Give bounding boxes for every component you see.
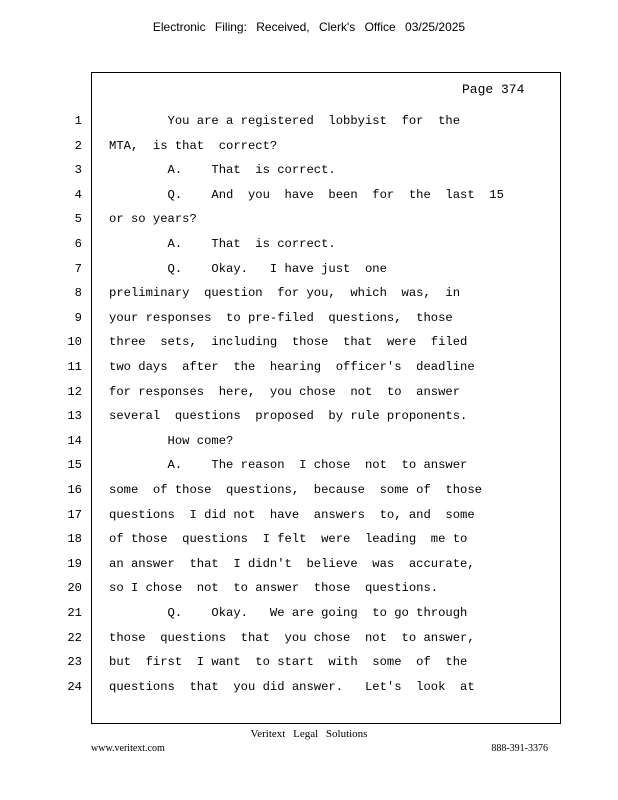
line-text: preliminary question for you, which was, in [109,286,461,301]
line-number: 12 [67,384,82,399]
line-number: 21 [67,606,82,620]
line-number: 5 [74,212,82,227]
line-text: some of those questions, because some of those [109,483,482,497]
line-text: so I chose not to answer those questions. [109,581,439,596]
transcript-line [0,677,618,697]
line-number: 14 [67,433,82,448]
line-text: for responses here, you chose not to answer [109,384,461,399]
line-text: an answer that I didn't believe was accurate, [109,556,475,571]
line-text: Q. Okay. I have just one [109,261,387,276]
line-text: three sets, including those that were filed [109,335,468,350]
line-text: How come? [109,433,234,448]
line-text: Q. And you have been for the last 15 [109,187,504,202]
transcript-line [0,628,618,648]
footer-phone: 888-391-3376 [491,743,548,754]
line-text: A. That is correct. [109,163,336,178]
line-number: 11 [67,360,82,374]
line-text: several questions proposed by rule proponents. [109,409,468,424]
transcript-line [0,160,618,180]
line-number: 9 [74,310,82,325]
transcript-line [0,505,618,525]
filing-stamp-header: Electronic Filing: Received, Clerk's Office 03/25/2025 [152,20,466,34]
footer-website: www.veritext.com [91,743,165,754]
line-number: 22 [67,630,82,645]
line-number: 16 [67,483,82,497]
line-text: those questions that you chose not to answer, [109,630,475,645]
transcript-line [0,652,618,672]
transcript-line [0,603,618,623]
transcript-line [0,308,618,328]
line-number: 7 [74,261,82,276]
transcript-line [0,578,618,598]
line-number: 17 [67,507,82,522]
line-text: A. The reason I chose not to answer [109,458,468,473]
transcript-line [0,431,618,451]
line-number: 15 [67,458,82,473]
transcript-line [0,554,618,574]
transcript-line [0,136,618,156]
line-number: 19 [67,556,82,571]
line-text: MTA, is that correct? [109,138,278,153]
transcript-line [0,406,618,426]
transcript-line [0,382,618,402]
line-number: 10 [67,335,82,350]
transcript-line [0,480,618,500]
line-number: 8 [74,286,82,301]
line-text: questions that you did answer. Let's look at [109,679,475,694]
transcript-line [0,209,618,229]
line-number: 24 [67,679,82,694]
line-text: questions I did not have answers to, and some [109,507,475,522]
footer-company: Veritext Legal Solutions [250,728,368,740]
line-text: your responses to pre-filed questions, those [109,310,453,325]
line-number: 6 [74,237,82,251]
line-number: 2 [74,138,82,153]
transcript-line [0,529,618,549]
transcript-line [0,185,618,205]
line-text: two days after the hearing officer's deadline [109,360,475,374]
line-number: 23 [67,655,82,670]
line-number: 20 [67,581,82,596]
page-number: Page 374 [462,82,525,97]
line-number: 3 [74,163,82,178]
transcript-line [0,332,618,352]
transcript-line [0,111,618,131]
transcript-line [0,283,618,303]
line-number: 13 [67,409,82,424]
line-text: but first I want to start with some of the [109,655,468,670]
transcript-line [0,259,618,279]
line-text: A. That is correct. [109,237,336,251]
line-text: Q. Okay. We are going to go through [109,606,468,620]
line-number: 18 [67,532,82,547]
transcript-line [0,455,618,475]
transcript-line [0,357,618,377]
line-text: of those questions I felt were leading me to [109,532,468,547]
line-number: 4 [74,187,82,202]
transcript-line [0,234,618,254]
line-number: 1 [74,114,82,128]
line-text: You are a registered lobbyist for the [109,114,461,128]
line-text: or so years? [109,212,197,227]
